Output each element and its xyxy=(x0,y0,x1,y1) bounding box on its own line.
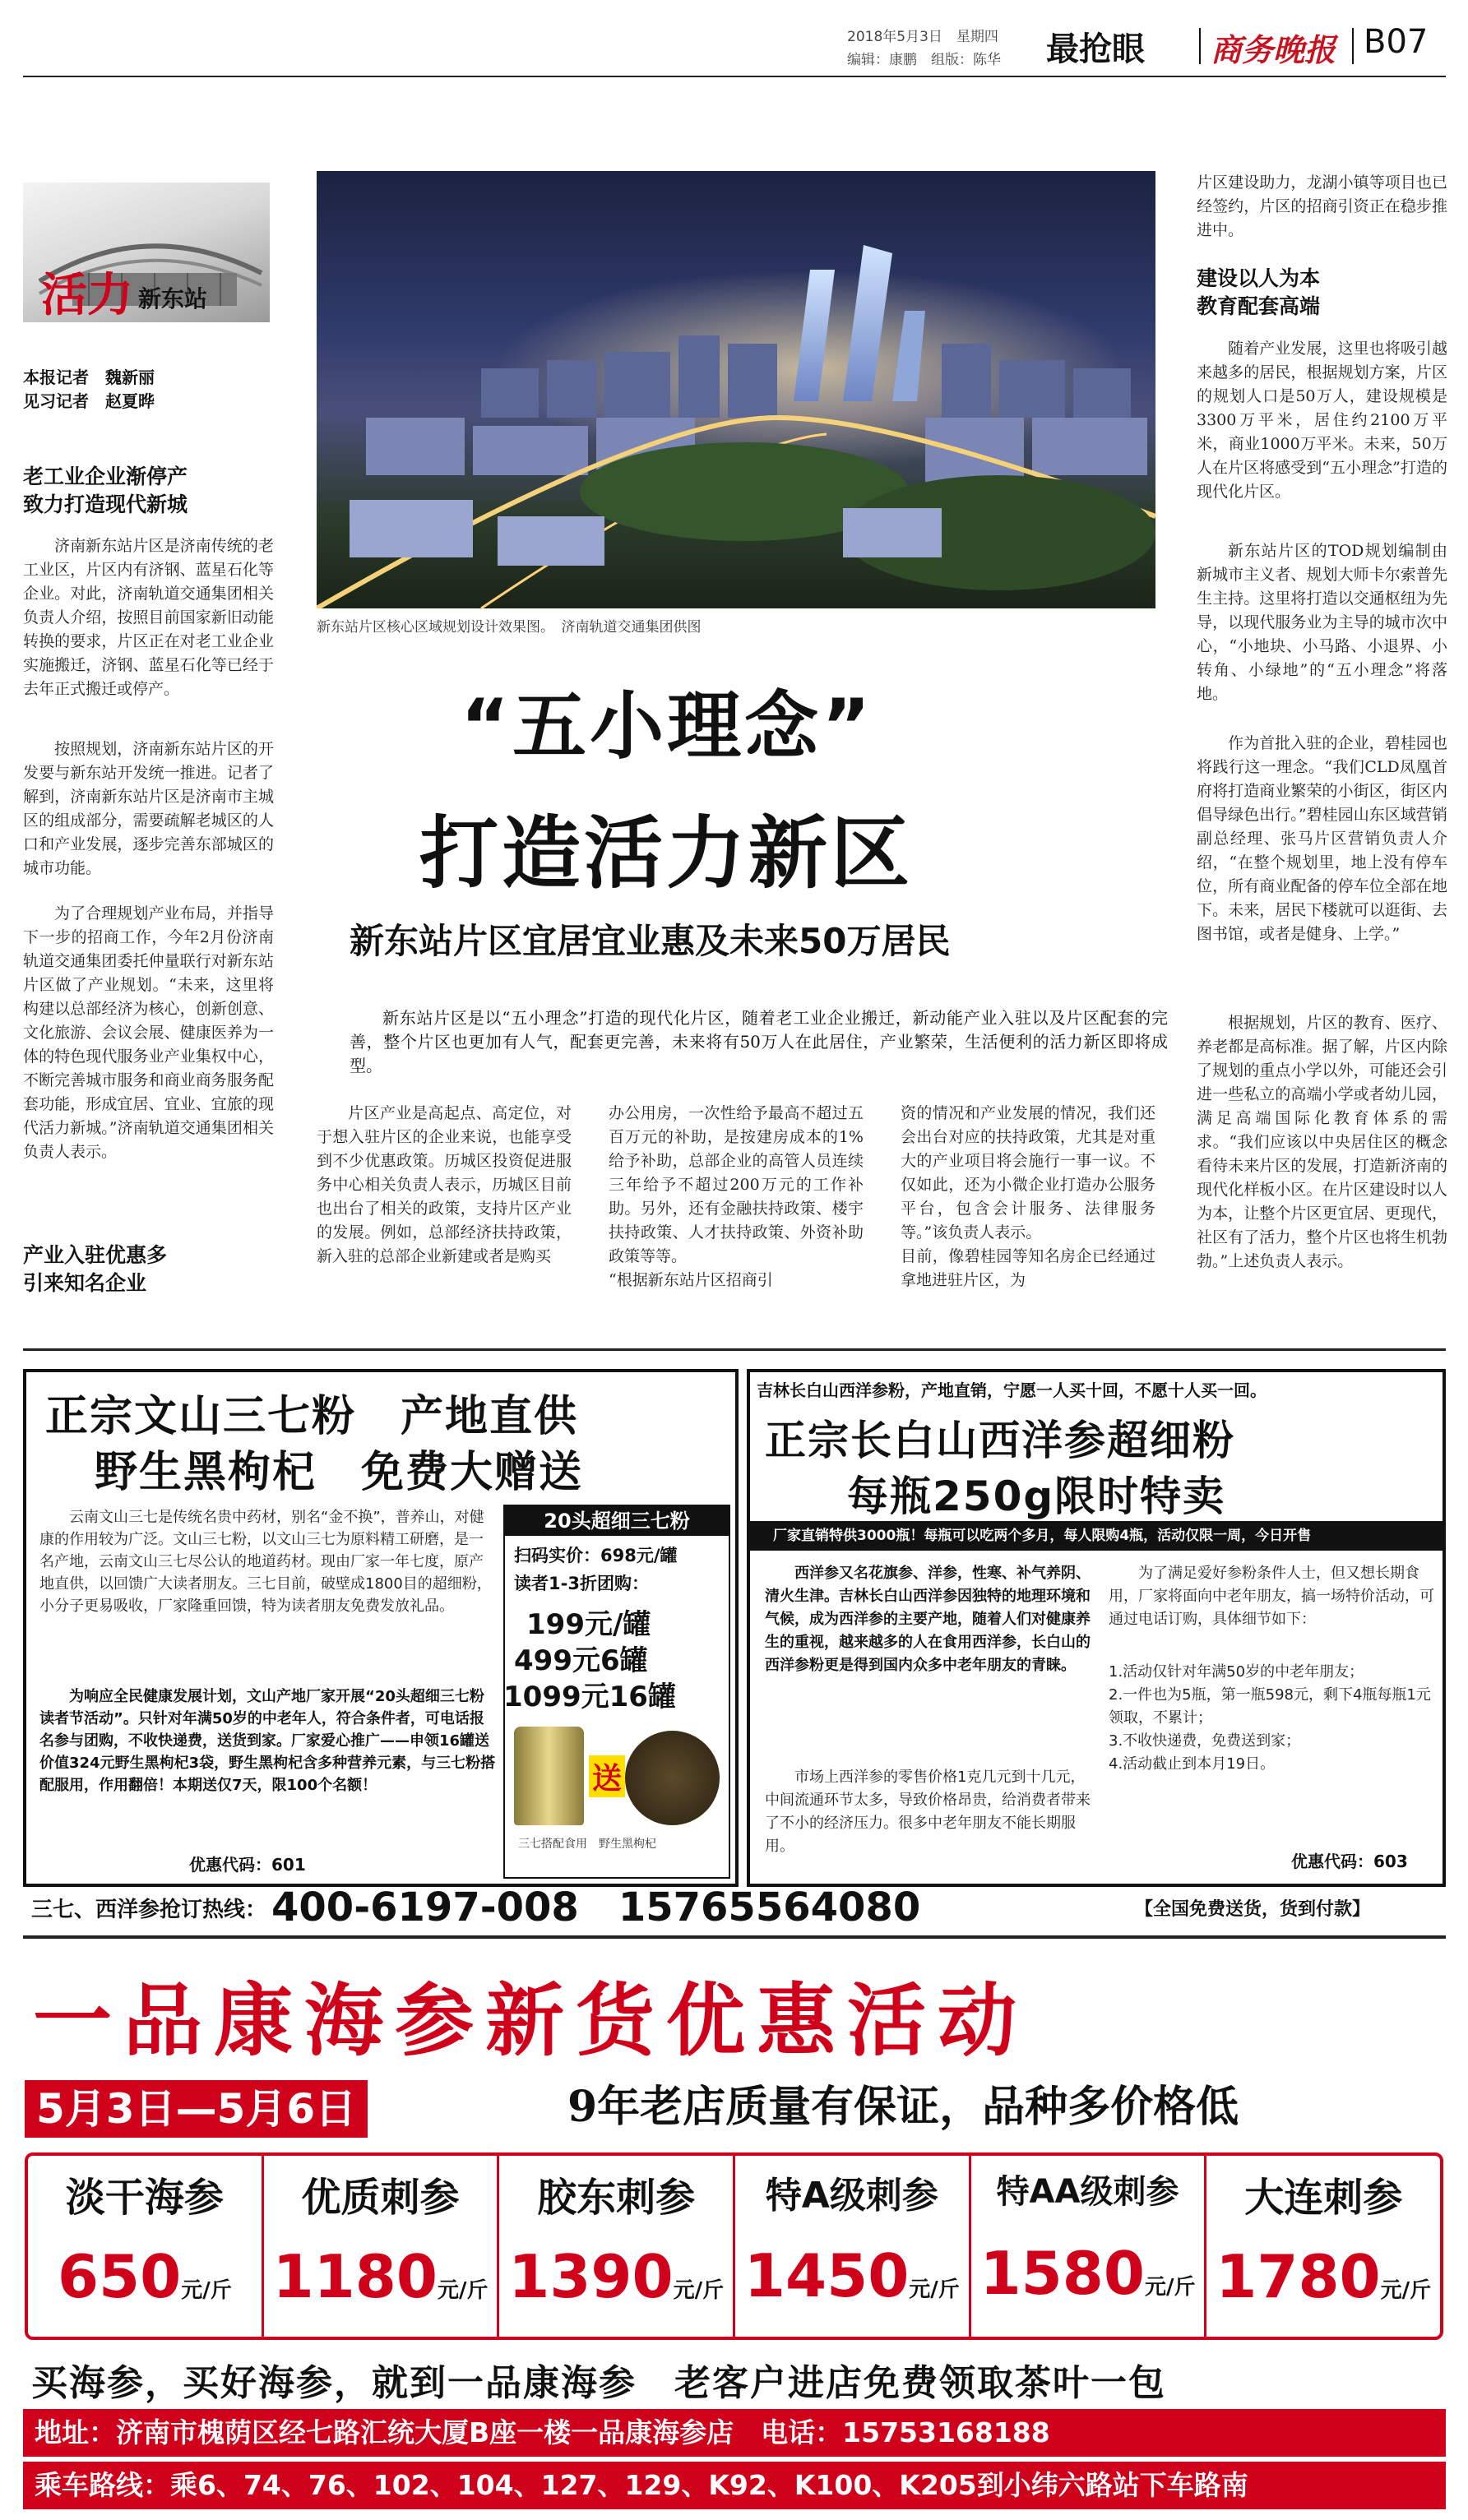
reporter-line-1: 本报记者 魏新丽 xyxy=(23,368,155,387)
sidebar-para-2: 按照规划，济南新东站片区的开发要与新东站开发统一推进。记者了解到，济南新东站片区是济南市主城区的组成部分，需要疏解老城区的人口和产业发展，逐步完善东部城区的城市功能。 xyxy=(23,740,274,877)
xiyang-banner: 厂家直销特供3000瓶！每瓶可以吃两个多月，每人限购4瓶，活动仅限一周，今日开售 xyxy=(750,1521,1443,1551)
sanqi-price-2: 499元6罐 xyxy=(514,1644,648,1677)
xiyang-headline-2: 每瓶250g限时特卖 xyxy=(847,1473,1226,1520)
product-unit: 元/斤 xyxy=(1144,2275,1196,2300)
sanqi-gift: 送 xyxy=(589,1755,625,1797)
right-para-3: 作为首批入驻的企业，碧桂园也将践行这一理念。“我们CLD凤凰首府将打造商业繁荣的小街区，街区内倡导绿色出行。”碧桂园山东区域营销副总经理、张马片区营销负责人介绍，“在整个规划里，地上没有停车位，所有商业配备的停车位全部在地下。未来，居民下楼就可以逛街、去图书馆，或者是健身、上学。” xyxy=(1197,734,1447,943)
product-unit: 元/斤 xyxy=(437,2278,489,2303)
header-editors: 编辑：康鹏 组版：陈华 xyxy=(847,52,1001,68)
sanqi-promo-title: 20头超细三七粉 xyxy=(505,1506,729,1536)
photo-caption: 新东站片区核心区域规划设计效果图。 济南轨道交通集团供图 xyxy=(317,619,702,636)
article-bottom-rule xyxy=(23,1348,1446,1351)
product-name: 特A级刺参 xyxy=(765,2175,938,2217)
right-para-4: 根据规划，片区的教育、医疗、养老都是高标准。据了解，片区内除了规划的重点小学以外，可能还会引进一些私立的高端小学或者幼儿园，满足高端国际化教育体系的需求。“我们应该以中央居住区的概念看待未来片区的发展，打造新济南的现代化样板小区。在片区建设时以人为本，让整个片区更宜居、更现代，社区有了活力，整个片区也将生机勃勃。”上述负责人表示。 xyxy=(1197,1014,1447,1270)
headline-subtitle: 新东站片区宜居宜业惠及未来50万居民 xyxy=(350,921,951,961)
header-rule xyxy=(23,76,1446,77)
hotline-label: 三七、西洋参抢订热线： xyxy=(31,1898,267,1922)
sidebar-logo-text-big: 活力 xyxy=(41,268,133,322)
xiyang-col-2: 为了满足爱好参粉条件人士，但又想长期食用，厂家将面向中老年朋友，搞一场特价活动，可通过电话订购，具体细节如下： xyxy=(1109,1565,1434,1628)
city-skyline xyxy=(317,171,1155,608)
sanqi-price-3: 1099元16罐 xyxy=(503,1681,676,1713)
sidebar-subhead-1: 老工业企业渐停产 致力打造现代新城 xyxy=(23,465,188,516)
product-cell xyxy=(971,2156,1207,2337)
headline-line-2: 打造活力新区 xyxy=(419,807,913,899)
xiyang-headline-1: 正宗长白山西洋参超细粉 xyxy=(765,1417,1235,1464)
product-price: 1390 xyxy=(508,2242,674,2311)
reporter-line-2: 见习记者 赵夏晔 xyxy=(23,391,155,411)
header-divider xyxy=(1199,28,1201,64)
product-cell xyxy=(499,2156,735,2337)
header-divider-2 xyxy=(1352,28,1354,64)
sidebar-para-1: 济南新东站片区是济南传统的老工业区，片区内有济钢、蓝星石化等企业。对此，济南轨道交通集团相关负责人介绍，按照目前国家新旧动能转换的要求，片区正在对老工业企业实施搬迁，济钢、蓝星石化等已经于去年正式搬迁或停产。 xyxy=(23,537,274,698)
sanqi-gift-note: 三七搭配食用 野生黑枸杞 xyxy=(518,1838,656,1851)
product-name: 特AA级刺参 xyxy=(996,2173,1179,2211)
right-para-0: 片区建设助力，龙湖小镇等项目也已经签约，片区的招商引资正在稳步推进中。 xyxy=(1197,173,1447,239)
rendering-photo xyxy=(317,171,1155,608)
newspaper-logo: 商务晚报 xyxy=(1211,31,1336,68)
product-price: 1580 xyxy=(979,2239,1145,2308)
product-name: 胶东刺参 xyxy=(537,2175,696,2221)
section-title: 最抢眼 xyxy=(1046,30,1145,68)
right-subhead: 建设以人为本 教育配套高端 xyxy=(1197,266,1321,318)
sidebar-logo-text-small: 新东站 xyxy=(138,285,208,312)
product-price: 1780 xyxy=(1216,2242,1381,2311)
xiyang-col-1: 西洋参又名花旗参、洋参，性寒、补气养阴、清火生津。吉林长白山西洋参因独特的地理环境和气候，成为西洋参的主要产地，随着人们对健康养生的重视，越来越多的人在食用西洋参，长白山的西洋参粉更是得到国内众多中老年朋友的青睐。 xyxy=(765,1565,1091,1674)
sanqi-headline-1: 正宗文山三七粉 产地直供 xyxy=(45,1392,579,1441)
haishen-address-bar: 地址：济南市槐荫区经七路汇统大厦B座一楼一品康海参店 电话：15753168188 xyxy=(23,2409,1446,2457)
sanqi-code: 优惠代码：601 xyxy=(189,1855,306,1875)
haishen-tagline: 买海参，买好海参，就到一品康海参 老客户进店免费领取茶叶一包 xyxy=(31,2362,1166,2404)
right-para-2: 新东站片区的TOD规划编制由新城市主义者、规划大师卡尔索普先生主持。这里将打造以交通枢纽为先导，以现代服务业为主导的城市次中心，“小地块、小马路、小退界、小转角、小绿地”的“五小理念”将落地。 xyxy=(1197,542,1447,703)
page-number: B07 xyxy=(1364,23,1429,61)
product-cell xyxy=(28,2156,264,2337)
hotline-note: 【全国免费送货，货到付款】 xyxy=(1135,1899,1371,1920)
sanqi-headline-2: 野生黑枸杞 免费大赠送 xyxy=(95,1448,584,1497)
article-col-1: 片区产业是高起点、高定位，对于想入驻片区的企业来说，也能享受到不少优惠政策。历城区投资促进服务中心相关负责人表示，历城区目前也出台了相关的政策，支持片区产业的发展。例如，总部经济扶持政策，新入驻的总部企业新建或者是购买 xyxy=(317,1104,572,1265)
sanqi-price-1: 199元/罐 xyxy=(526,1608,651,1641)
haishen-slogan: 9年老店质量有保证，品种多价格低 xyxy=(567,2082,1239,2132)
product-cell xyxy=(264,2156,500,2337)
hotline-phone[interactable]: 400-6197-008 15765564080 xyxy=(271,1884,921,1930)
product-name: 大连刺参 xyxy=(1244,2175,1403,2221)
sanqi-body: 云南文山三七是传统名贵中药材，别名“金不换”，普养山，对健康的作用较为广泛。文山三七粉，以文山三七为原料精工研磨，是一名产地，云南文山三七尽公认的地道药材。现由厂家一年七度，原产地直供，以回馈广大读者朋友。三七目前，破壁成1800目的超细粉，小分子更易吸收，厂家隆重回馈，特为读者朋友免费发放礼品。 xyxy=(39,1509,492,1615)
sanqi-reader-line: 读者1-3折团购： xyxy=(514,1574,649,1593)
haishen-title: 一品康海参新货优惠活动 xyxy=(33,1975,1028,2067)
product-price: 1450 xyxy=(743,2241,910,2310)
product-price: 1180 xyxy=(272,2242,438,2311)
hotline-bottom-rule xyxy=(23,1935,1446,1939)
haishen-route-bar: 乘车路线：乘6、74、76、102、104、127、129、K92、K100、K205到小纬六路站下车路南 xyxy=(23,2462,1446,2509)
xiyang-col-1b: 市场上西洋参的零售价格1克几元到十几元，中间流通环节太多，导致价格昂贵，给消费者带来了不小的经济压力。很多中老年朋友不能长期服用。 xyxy=(765,1769,1091,1855)
sanqi-jar-1 xyxy=(514,1727,584,1825)
header-date: 2018年5月3日 星期四 xyxy=(847,29,998,45)
product-cell xyxy=(1206,2156,1440,2337)
product-unit: 元/斤 xyxy=(909,2277,960,2302)
haishen-product-grid xyxy=(25,2152,1443,2340)
headline-line-1: “五小理念” xyxy=(461,683,874,770)
article-col-2: 办公用房，一次性给予最高不超过五百万元的补助，是按建房成本的1%给予补助，总部企业的高管人员连续三年给予不超过200万元的工作补助。另外，还有金融扶持政策、楼宇扶持政策、人才扶持政策、外资补助政策等等。 “根据新东站片区招商引 xyxy=(609,1104,864,1289)
product-name: 淡干海参 xyxy=(65,2175,224,2221)
sanqi-jar-2 xyxy=(625,1731,720,1825)
product-unit: 元/斤 xyxy=(673,2278,725,2303)
sidebar-subhead-2: 产业入驻优惠多 引来知名企业 xyxy=(23,1243,168,1295)
xiyang-topline: 吉林长白山西洋参粉，产地直销，宁愿一人买十回，不愿十人买一回。 xyxy=(757,1380,1267,1400)
sanqi-body-bold: 为响应全民健康发展计划，文山产地厂家开展“20头超细三七粉读者节活动”。只针对年满50岁的中老年人，符合条件者，可电话报名参与团购，不收快递费，送货到家。厂家爱心推广——申领16罐送价值324元野生黑枸杞3袋，野生黑枸杞含多种营养元素，与三七粉搭配服用，作用翻倍！本期送仅7天，限100个名额！ xyxy=(39,1688,496,1794)
right-para-1: 随着产业发展，这里也将吸引越来越多的居民，根据规划方案，片区的规划人口是50万人，建设规模是3300万平米，居住约2100万平米，商业1000万平米。未来，50万人在片区将感受到“五小理念”打造的现代化片区。 xyxy=(1197,340,1447,501)
xiyang-rules: 1.活动仅针对年满50岁的中老年朋友； 2.一件也为5瓶，第一瓶598元，剩下4瓶每瓶1元领取，不累计； 3.不收快递费，免费送到家； 4.活动截止到本月19日。 xyxy=(1109,1663,1431,1773)
product-cell xyxy=(735,2156,971,2337)
product-unit: 元/斤 xyxy=(181,2278,232,2303)
haishen-date-range: 5月3日—5月6日 xyxy=(25,2080,368,2138)
xiyang-code: 优惠代码：603 xyxy=(1291,1852,1408,1871)
product-price: 650 xyxy=(57,2242,182,2311)
article-lead: 新东站片区是以“五小理念”打造的现代化片区，随着老工业企业搬迁，新动能产业入驻以及片区配套的完善，整个片区也更加有人气，配套更完善，未来将有50万人在此居住，产业繁荣，生活便利的活力新区即将成型。 xyxy=(350,1008,1168,1075)
sidebar-para-3: 为了合理规划产业布局，并指导下一步的招商工作，今年2月份济南轨道交通集团委托仲量联行对新东站片区做了产业规划。“未来，这里将构建以总部经济为核心，创新创意、文化旅游、会议会展、健康医养为一体的特色现代服务业产业集权中心，不断完善城市服务和商业商务服务配套功能，形成宜居、宜业、宜旅的现代活力新城。”济南轨道交通集团相关负责人表示。 xyxy=(23,904,274,1161)
article-col-3: 资的情况和产业发展的情况，我们还会出台对应的扶持政策，尤其是对重大的产业项目将会施行一事一议。不仅如此，还为小微企业打造办公服务平台，包含会计服务、法律服务等。”该负责人表示。 目前，像碧桂园等知名房企已经通过拿地进驻片区，为 xyxy=(901,1104,1155,1289)
product-unit: 元/斤 xyxy=(1380,2278,1432,2303)
sanqi-price-line: 扫码实价：698元/罐 xyxy=(514,1546,678,1565)
product-name: 优质刺参 xyxy=(301,2175,460,2221)
